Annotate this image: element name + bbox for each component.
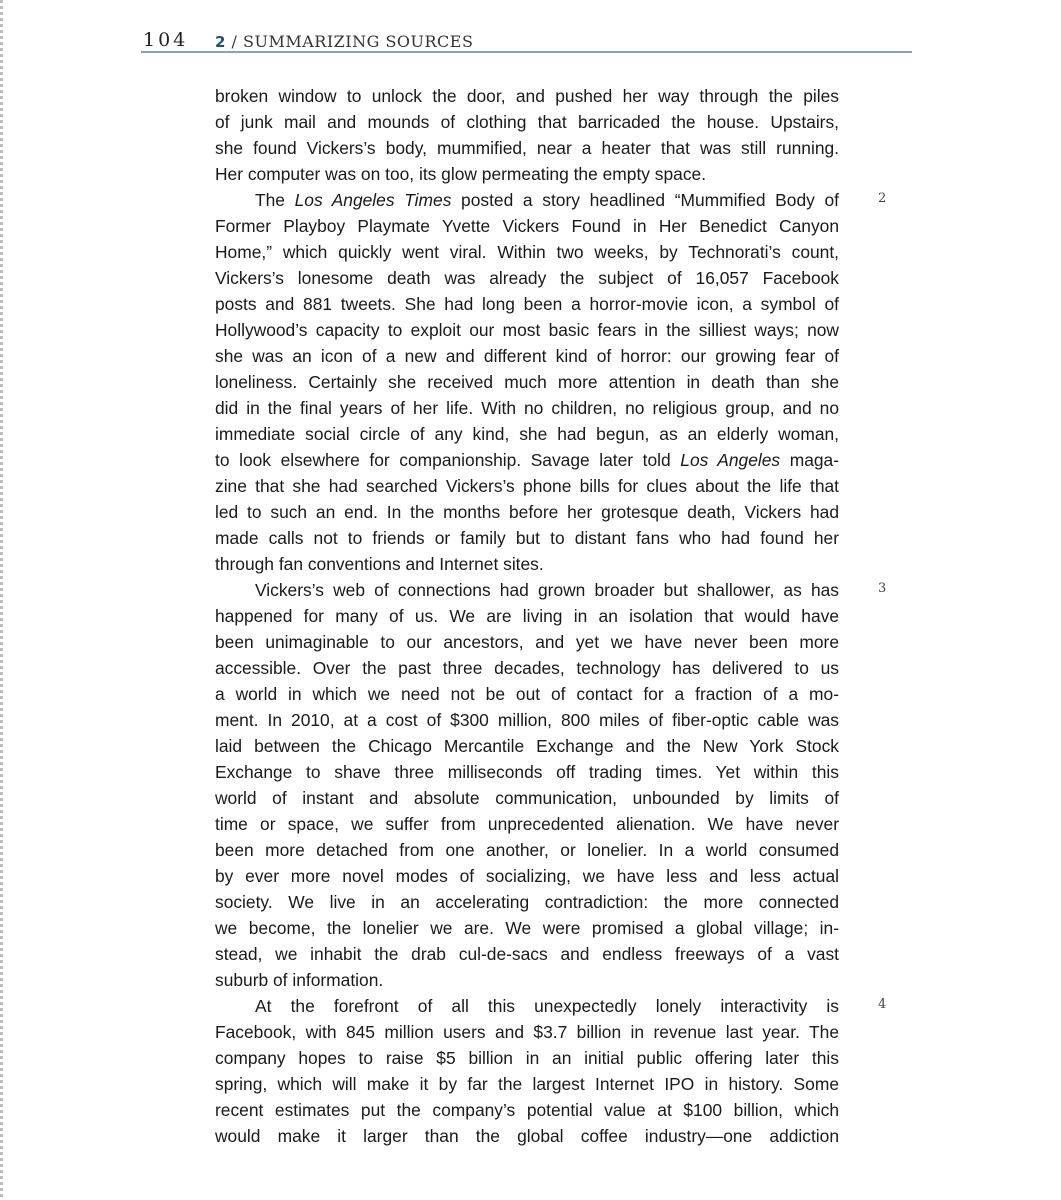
text-segment: to look elsewhere for companionship. Savage later told xyxy=(215,450,681,470)
text-segment: posted a story headlined “Mummified Body of xyxy=(451,190,839,210)
chapter-number: 2 xyxy=(215,33,226,51)
text-segment: maga- xyxy=(780,450,839,470)
text-line: Vickers’s web of connections had grown broader but shallower, as has xyxy=(255,580,839,600)
text-line: been unimaginable to our ancestors, and yet we have never been more xyxy=(215,632,839,652)
text-line: would make it larger than the global coffee industry—one addiction xyxy=(215,1126,839,1146)
text-line: Her computer was on too, its glow permeating the empty space. xyxy=(215,164,707,184)
text-line: Home,” which quickly went viral. Within two weeks, by Technorati’s count, xyxy=(215,242,839,262)
text-line: Former Playboy Playmate Yvette Vickers Found in Her Benedict Canyon xyxy=(215,216,839,236)
text-line: through fan conventions and Internet sites. xyxy=(215,554,544,574)
text-line: made calls not to friends or family but to distant fans who had found her xyxy=(215,528,839,548)
text-line: she was an icon of a new and different kind of horror: our growing fear of xyxy=(215,346,839,366)
page-number: 104 xyxy=(143,29,189,51)
paragraph-number: 2 xyxy=(878,191,887,206)
text-line: of junk mail and mounds of clothing that barricaded the house. Upstairs, xyxy=(215,112,839,132)
text-line: company hopes to raise $5 billion in an initial public offering later this xyxy=(215,1048,839,1068)
running-header xyxy=(141,29,912,53)
text-line: posts and 881 tweets. She had long been a horror-movie icon, a symbol of xyxy=(215,294,839,314)
text-line: by ever more novel modes of socializing, we have less and less actual xyxy=(215,866,839,886)
text-line: been more detached from one another, or lonelier. In a world consumed xyxy=(215,840,839,860)
text-line xyxy=(215,447,839,473)
text-line: Exchange to shave three milliseconds off trading times. Yet within this xyxy=(215,762,839,782)
paragraph-number: 4 xyxy=(878,997,887,1012)
text-line: did in the final years of her life. With no children, no religious group, and no xyxy=(215,398,839,418)
text-line: a world in which we need not be out of contact for a fraction of a mo- xyxy=(215,684,839,704)
text-line: time or space, we suffer from unprecedented alienation. We have never xyxy=(215,814,839,834)
text-line: happened for many of us. We are living in an isolation that would have xyxy=(215,606,839,626)
italic-title: Los Angeles Times xyxy=(294,190,452,210)
text-line: spring, which will make it by far the largest Internet IPO in history. Some xyxy=(215,1074,839,1094)
body-text xyxy=(215,83,839,1149)
text-line: society. We live in an accelerating contradiction: the more connected xyxy=(215,892,839,912)
chapter-title: / SUMMARIZING SOURCES xyxy=(231,32,474,51)
text-line: Hollywood’s capacity to exploit our most basic fears in the silliest ways; now xyxy=(215,320,839,340)
text-line: led to such an end. In the months before her grotesque death, Vickers had xyxy=(215,502,839,522)
text-line: ment. In 2010, at a cost of $300 million, 800 miles of fiber-optic cable was xyxy=(215,710,839,730)
text-line: laid between the Chicago Mercantile Exchange and the New York Stock xyxy=(215,736,839,756)
text-line: Facebook, with 845 million users and $3.7 billion in revenue last year. The xyxy=(215,1022,839,1042)
text-line: recent estimates put the company’s potential value at $100 billion, which xyxy=(215,1100,839,1120)
text-segment: The xyxy=(255,190,295,210)
text-line: broken window to unlock the door, and pushed her way through the piles xyxy=(215,86,839,106)
text-line: At the forefront of all this unexpectedly lonely interactivity is xyxy=(255,996,839,1016)
text-line: Vickers’s lonesome death was already the subject of 16,057 Facebook xyxy=(215,268,839,288)
text-line: loneliness. Certainly she received much more attention in death than she xyxy=(215,372,839,392)
text-line: zine that she had searched Vickers’s phone bills for clues about the life that xyxy=(215,476,839,496)
page-edge-dashed-border xyxy=(0,0,3,1200)
text-line: we become, the lonelier we are. We were promised a global village; in- xyxy=(215,918,839,938)
text-line: she found Vickers’s body, mummified, near a heater that was still running. xyxy=(215,138,839,158)
text-line: suburb of information. xyxy=(215,970,384,990)
text-line: world of instant and absolute communication, unbounded by limits of xyxy=(215,788,839,808)
italic-title: Los Angeles xyxy=(680,450,781,470)
text-line: immediate social circle of any kind, she had begun, as an elderly woman, xyxy=(215,424,839,444)
chapter-heading xyxy=(215,32,473,51)
text-line xyxy=(215,187,839,213)
text-line: accessible. Over the past three decades, technology has delivered to us xyxy=(215,658,839,678)
text-line: stead, we inhabit the drab cul-de-sacs and endless freeways of a vast xyxy=(215,944,839,964)
paragraph-number: 3 xyxy=(878,581,887,596)
